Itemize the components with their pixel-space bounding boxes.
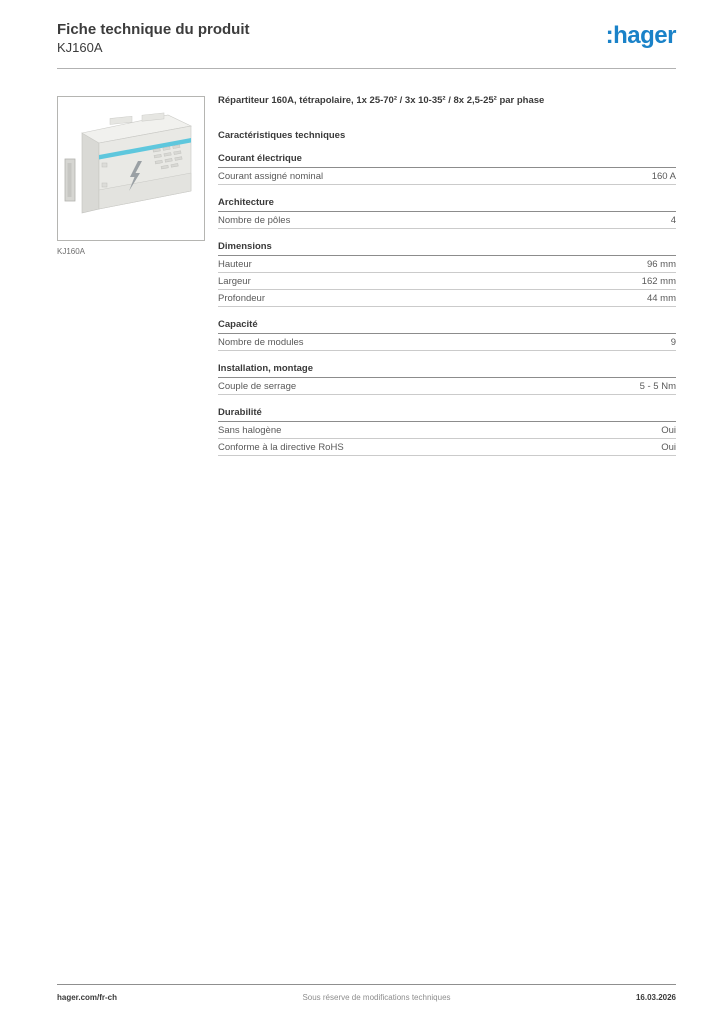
content-column bbox=[218, 95, 676, 456]
spec-section bbox=[218, 407, 676, 456]
spec-value: 4 bbox=[670, 215, 676, 226]
spec-row bbox=[218, 334, 676, 351]
product-image bbox=[58, 97, 204, 240]
spec-row bbox=[218, 168, 676, 185]
page-footer bbox=[57, 993, 676, 1002]
document-date: 16.03.2026 bbox=[635, 993, 676, 1002]
spec-value: Oui bbox=[661, 425, 676, 436]
spec-section-rows bbox=[218, 256, 676, 307]
spec-label: Profondeur bbox=[218, 293, 266, 304]
spec-section-rows bbox=[218, 212, 676, 229]
spec-label: Nombre de pôles bbox=[218, 215, 291, 226]
spec-label: Sans halogène bbox=[218, 425, 282, 436]
spec-section-rows bbox=[218, 422, 676, 456]
spec-section bbox=[218, 197, 676, 229]
hager-logo: :hager bbox=[605, 22, 676, 49]
spec-row bbox=[218, 290, 676, 307]
spec-label: Hauteur bbox=[218, 259, 252, 270]
product-reference: KJ160A bbox=[57, 40, 103, 55]
spec-value: 160 A bbox=[651, 171, 676, 182]
product-image-frame bbox=[57, 96, 205, 241]
spec-row bbox=[218, 422, 676, 439]
spec-section-title: Architecture bbox=[218, 197, 676, 212]
spec-value: 96 mm bbox=[646, 259, 676, 270]
spec-label: Nombre de modules bbox=[218, 337, 304, 348]
spec-section-rows bbox=[218, 378, 676, 395]
figure-caption: KJ160A bbox=[57, 247, 86, 256]
spec-section-rows bbox=[218, 334, 676, 351]
spec-section-title: Courant électrique bbox=[218, 153, 676, 168]
spec-label: Courant assigné nominal bbox=[218, 171, 324, 182]
product-figure bbox=[57, 96, 205, 256]
product-description: Répartiteur 160A, tétrapolaire, 1x 25-70² / 3x 10-35² / 8x 2,5-25² par phase bbox=[218, 95, 545, 106]
spec-section-rows bbox=[218, 168, 676, 185]
page-title: Fiche technique du produit bbox=[57, 21, 250, 38]
page-header bbox=[57, 20, 676, 56]
spec-sections bbox=[218, 153, 676, 456]
spec-section-title: Dimensions bbox=[218, 241, 676, 256]
spec-row bbox=[218, 439, 676, 456]
spec-row bbox=[218, 212, 676, 229]
spec-row bbox=[218, 378, 676, 395]
spec-value: Oui bbox=[661, 442, 676, 453]
spec-value: 5 - 5 Nm bbox=[639, 381, 676, 392]
din-rail-clip bbox=[65, 159, 75, 201]
spec-section-title: Installation, montage bbox=[218, 363, 676, 378]
spec-value: 9 bbox=[670, 337, 676, 348]
spec-section bbox=[218, 363, 676, 395]
spec-label: Couple de serrage bbox=[218, 381, 297, 392]
spec-section bbox=[218, 319, 676, 351]
characteristics-heading: Caractéristiques techniques bbox=[218, 130, 346, 141]
spec-label: Largeur bbox=[218, 276, 251, 287]
spec-row bbox=[218, 273, 676, 290]
spec-section bbox=[218, 241, 676, 307]
modification-notice: Sous réserve de modifications techniques bbox=[302, 993, 451, 1002]
spec-label: Conforme à la directive RoHS bbox=[218, 442, 344, 453]
spec-section-title: Capacité bbox=[218, 319, 676, 334]
website-link[interactable]: hager.com/fr-ch bbox=[57, 993, 118, 1002]
spec-value: 44 mm bbox=[646, 293, 676, 304]
spec-section-title: Durabilité bbox=[218, 407, 676, 422]
header-divider bbox=[57, 68, 676, 69]
device-left-face bbox=[82, 133, 99, 213]
footer-divider bbox=[57, 984, 676, 985]
spec-row bbox=[218, 256, 676, 273]
spec-section bbox=[218, 153, 676, 185]
spec-value: 162 mm bbox=[641, 276, 676, 287]
